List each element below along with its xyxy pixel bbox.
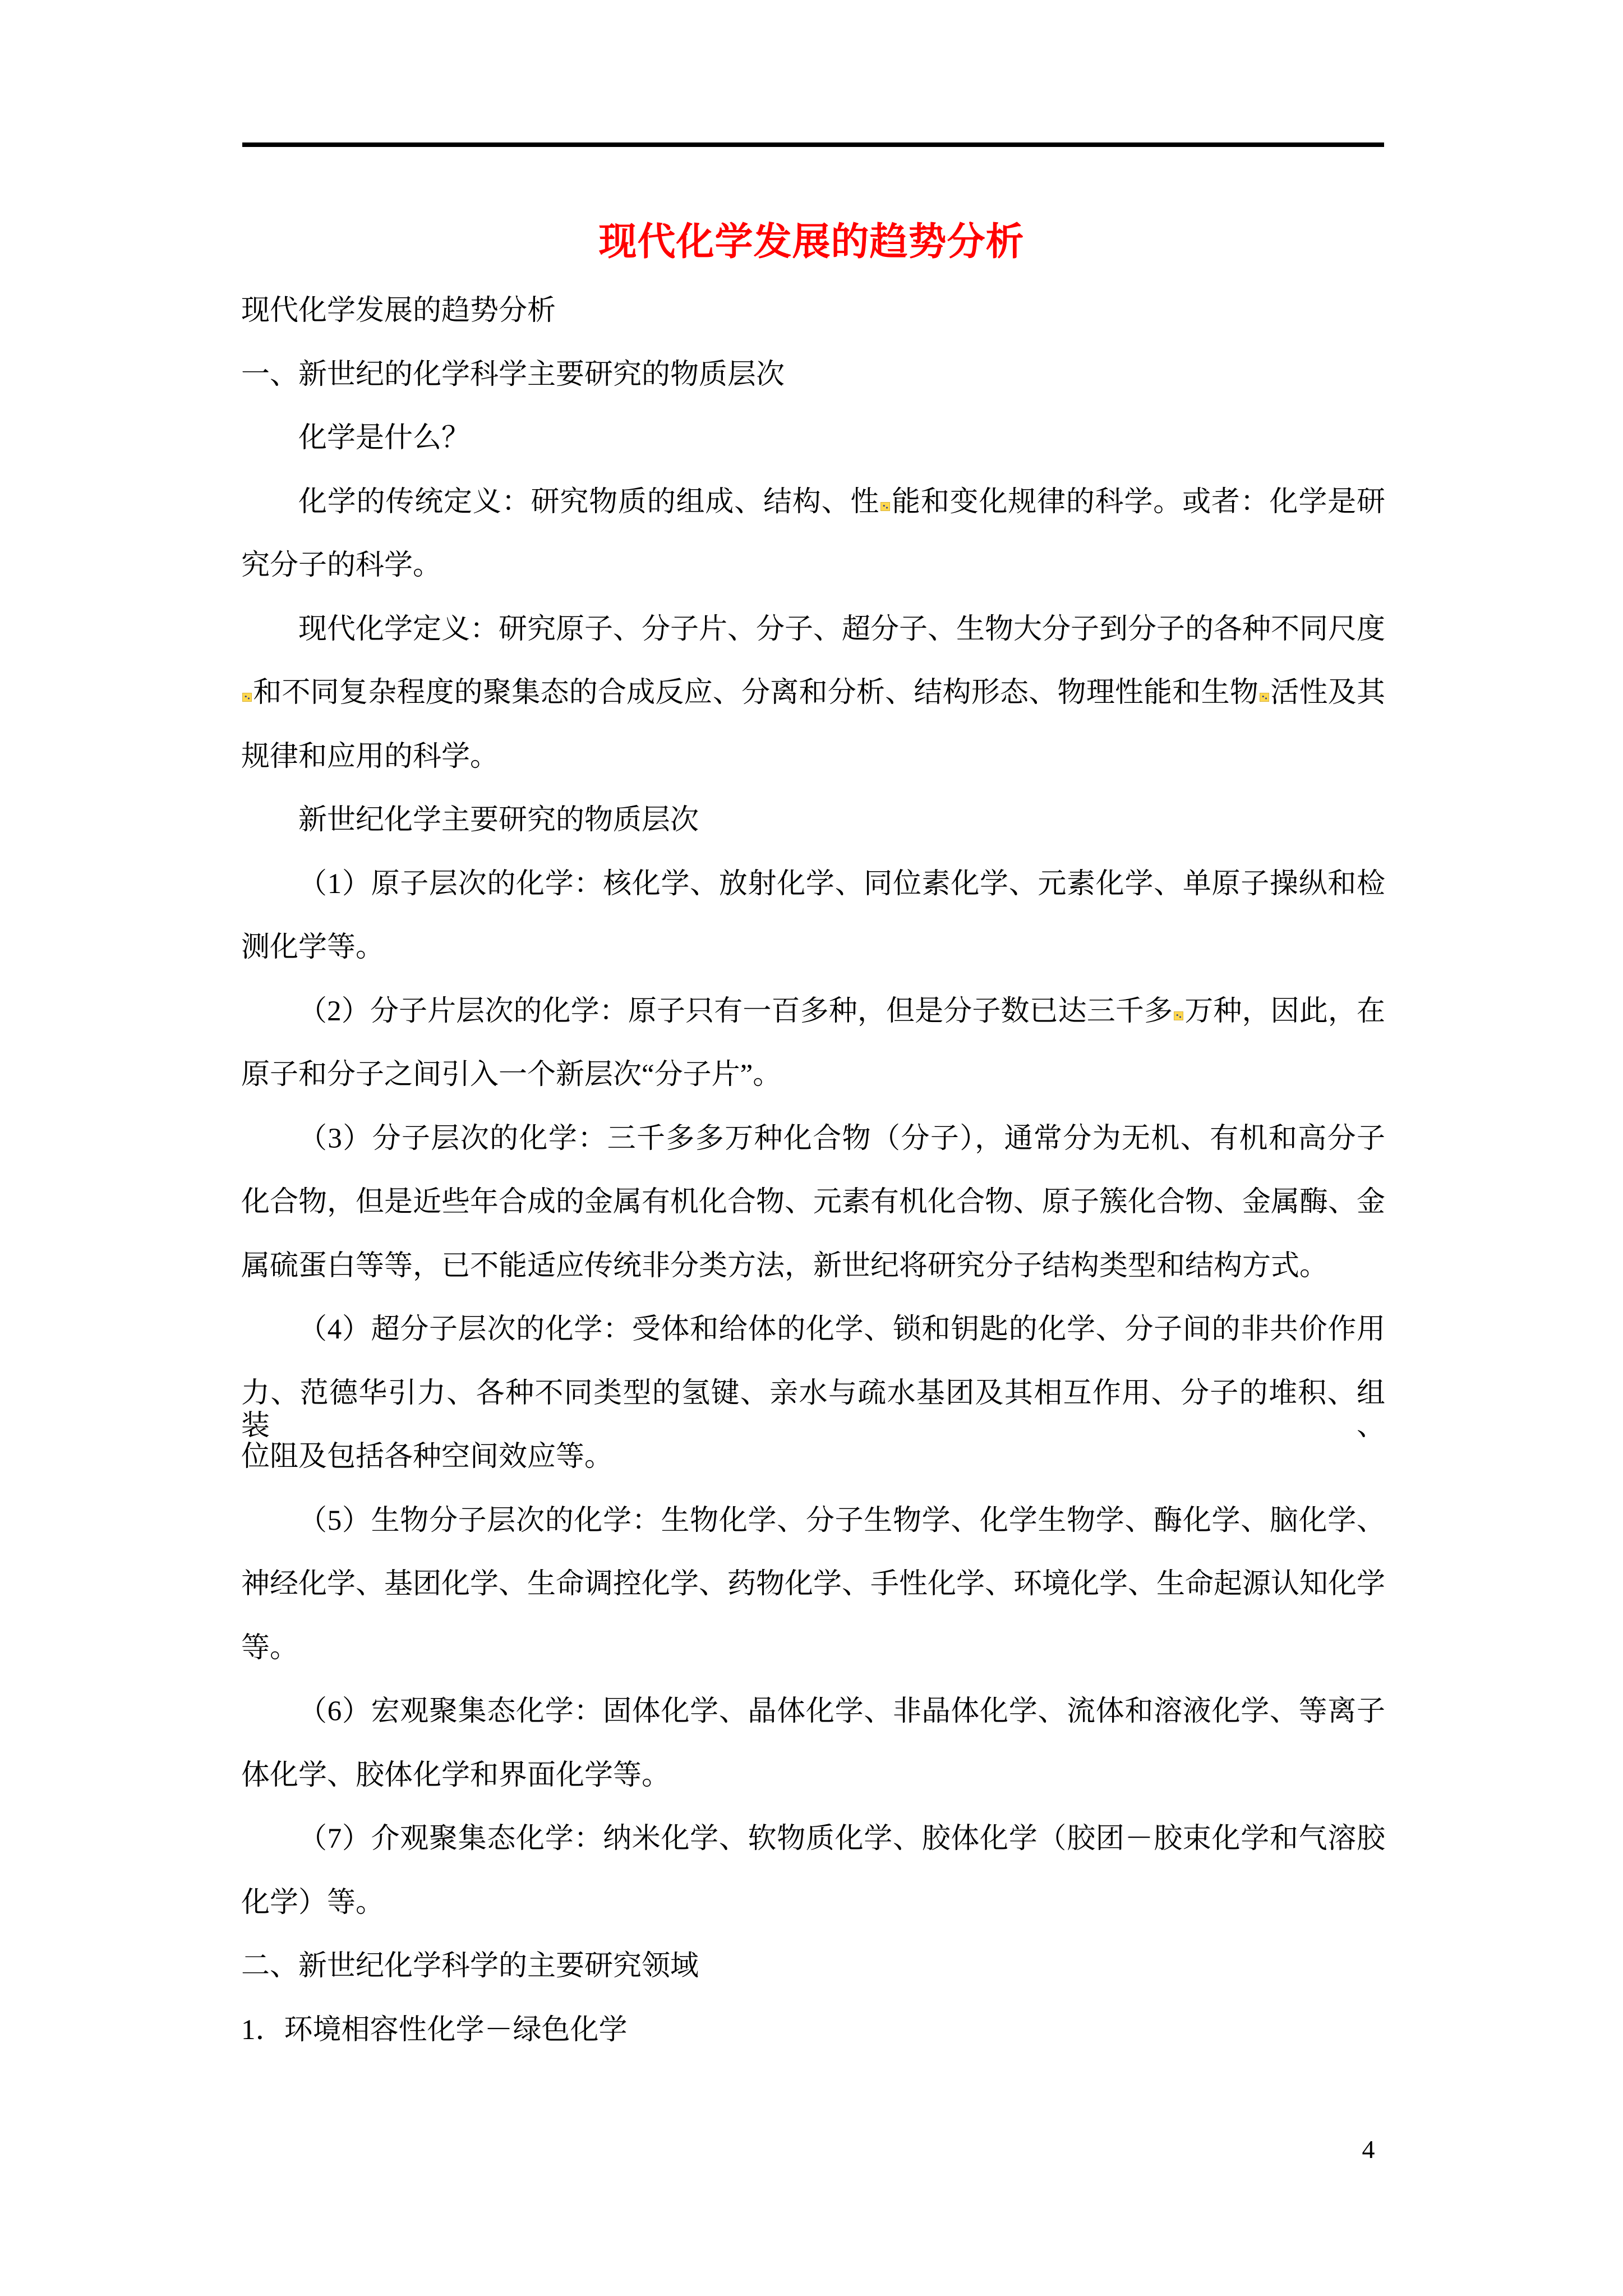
text-line: 现代化学定义：研究原子、分子片、分子、超分子、生物大分子到分子的各种不同尺度 [298,614,1386,645]
page-number: 4 [1362,2135,1375,2164]
annotation-mark-icon [242,693,252,702]
text-line: 位阻及包括各种空间效应等。 [241,1441,614,1473]
text-line: 属硫蛋白等等，已不能适应传统非分类方法，新世纪将研究分子结构类型和结构方式。 [241,1250,1329,1282]
text-line: 现代化学发展的趋势分析 [241,295,556,326]
text-line: 神经化学、基团化学、生命调控化学、药物化学、手性化学、环境化学、生命起源认知化学 [241,1568,1386,1600]
text-line: （2）分子片层次的化学：原子只有一百多种，但是分子数已达三千多 万种，因此，在 [298,996,1385,1027]
text-line: （6）宏观聚集态化学：固体化学、晶体化学、非晶体化学、流体和溶液化学、等离子 [298,1696,1385,1727]
text-line: 化学）等。 [241,1887,385,1918]
annotation-mark-icon [880,502,890,511]
text-line: （7）介观聚集态化学：纳米化学、软物质化学、胶体化学（胶团－胶束化学和气溶胶 [298,1823,1385,1855]
text-line: 究分子的科学。 [241,550,442,581]
text-line: （5）生物分子层次的化学：生物化学、分子生物学、化学生物学、酶化学、脑化学、 [298,1505,1385,1536]
annotation-mark-icon [1174,1011,1183,1020]
text-line: 1．环境相容性化学－绿色化学 [241,2014,628,2046]
text-line: 力、范德华引力、各种不同类型的氢键、亲水与疏水基团及其相互作用、分子的堆积、组装、 [241,1378,1385,1442]
text-line: （3）分子层次的化学：三千多多万种化合物（分子），通常分为无机、有机和高分子 [298,1123,1385,1154]
page-title: 现代化学发展的趋势分析 [598,220,1025,263]
text-line: 化学是什么？ [298,422,471,454]
header-rule [242,142,1384,147]
text-line: 等。 [241,1632,299,1664]
text-line: 原子和分子之间引入一个新层次“分子片”。 [241,1059,782,1091]
text-line: （1）原子层次的化学：核化学、放射化学、同位素化学、元素化学、单原子操纵和检 [298,868,1385,900]
text-line: 和不同复杂程度的聚集态的合成反应、分离和分析、结构形态、物理性能和生物 活性及其 [241,677,1385,709]
annotation-mark-icon [1260,693,1269,702]
text-line: 体化学、胶体化学和界面化学等。 [241,1760,671,1791]
text-line: （4）超分子层次的化学：受体和给体的化学、锁和钥匙的化学、分子间的非共价作用 [298,1314,1385,1345]
text-line: 一、新世纪的化学科学主要研究的物质层次 [241,359,785,390]
text-line: 新世纪化学主要研究的物质层次 [298,804,699,836]
text-line: 二、新世纪化学科学的主要研究领域 [241,1950,699,1982]
text-line: 测化学等。 [241,932,385,963]
text-line: 化合物，但是近些年合成的金属有机化合物、元素有机化合物、原子簇化合物、金属酶、金 [241,1186,1386,1218]
text-line: 化学的传统定义：研究物质的组成、结构、性 能和变化规律的科学。或者：化学是研 [298,486,1385,518]
text-line: 规律和应用的科学。 [241,741,499,772]
